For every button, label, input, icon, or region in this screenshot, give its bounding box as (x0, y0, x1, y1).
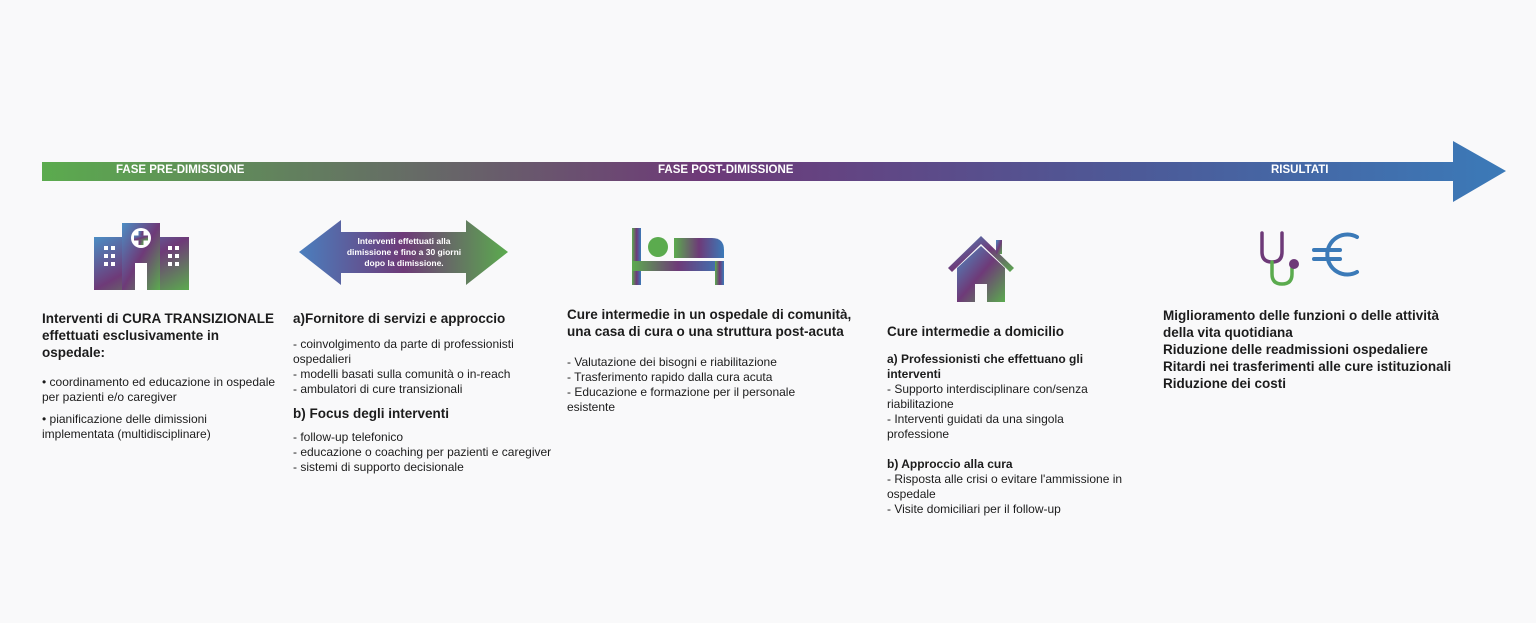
col-post-discharge-providers (293, 310, 563, 475)
col-intermediate-care-facility (567, 306, 867, 415)
col2-a-item: - ambulatori di cure transizionali (293, 382, 463, 396)
col2-b-item: - educazione o coaching per pazienti e caregiver (293, 445, 552, 459)
result-item: Riduzione delle readmissioni ospedaliere (1163, 342, 1428, 357)
col2-a-item: - modelli basati sulla comunità o in-reach (293, 367, 511, 381)
phase-post-label: FASE POST-DIMISSIONE (658, 164, 794, 176)
col4-b-item: - Visite domiciliari per il follow-up (887, 502, 1061, 516)
col2-b-title: b) Focus degli interventi (293, 406, 450, 421)
col1-title: Interventi di CURA TRANSIZIONALE effettuati esclusivamente in ospedale: (42, 311, 275, 360)
col3-title: Cure intermedie in un ospedale di comunità, una casa di cura o una struttura post-acuta (567, 307, 852, 339)
col1-item: • pianificazione delle dimissioni implementata (multidisciplinare) (42, 412, 211, 441)
house-icon (948, 236, 1014, 302)
col3-item: - Trasferimento rapido dalla cura acuta (567, 370, 773, 384)
result-item: Miglioramento delle funzioni o delle attività della vita quotidiana (1163, 308, 1440, 340)
col4-b-title: b) Approccio alla cura (887, 457, 1013, 471)
double-arrow-text: Interventi effettuati alla dimissione e fino a 30 giorni dopo la dimissione. (346, 236, 462, 268)
result-item: Riduzione dei costi (1163, 376, 1287, 391)
hospital-icon (94, 223, 189, 290)
col-pre-discharge (42, 310, 278, 442)
col-home-intermediate-care (887, 323, 1127, 517)
col4-b-item: - Risposta alle crisi o evitare l'ammissione in ospedale (887, 472, 1123, 501)
col2-a-item: - coinvolgimento da parte di professionisti ospedalieri (293, 337, 514, 366)
col2-b-item: - sistemi di supporto decisionale (293, 460, 464, 474)
result-item: Ritardi nei trasferimenti alle cure istituzionali (1163, 359, 1452, 374)
col4-title: Cure intermedie a domicilio (887, 324, 1065, 339)
col2-a-title: a)Fornitore di servizi e approccio (293, 311, 506, 326)
col3-item: - Valutazione dei bisogni e riabilitazione (567, 355, 777, 369)
col4-a-title: a) Professionisti che effettuano gli interventi (887, 352, 1084, 381)
stethoscope-icon (1262, 233, 1299, 284)
col3-item: - Educazione e formazione per il personale esistente (567, 385, 796, 414)
phase-results-label: RISULTATI (1271, 164, 1329, 176)
col1-item: • coordinamento ed educazione in ospedale per pazienti e/o caregiver (42, 375, 276, 404)
col2-b-item: - follow-up telefonico (293, 430, 404, 444)
col4-a-item: - Supporto interdisciplinare con/senza riabilitazione (887, 382, 1088, 411)
phase-pre-label: FASE PRE-DIMISSIONE (116, 164, 245, 176)
bed-icon (632, 228, 724, 285)
col-results (1163, 307, 1453, 392)
col4-a-item: - Interventi guidati da una singola professione (887, 412, 1064, 441)
euro-icon (1314, 235, 1357, 275)
